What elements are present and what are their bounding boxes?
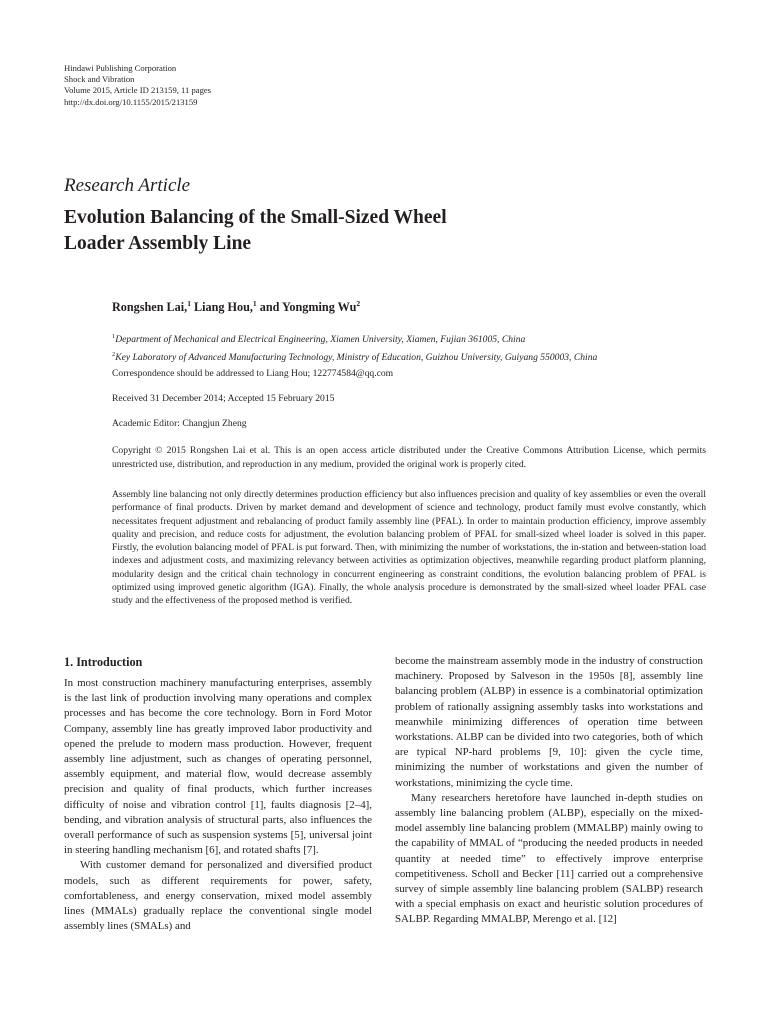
body-column-left — [64, 654, 372, 934]
author-2-affil: 1 — [252, 299, 257, 308]
paragraph: With customer demand for personalized and diversified product models, such as different requirements for power, safety, comfortableness, and energy conservation, mixed model assembly lines (MMALs) gradually replace the conventional single model assembly lines (SMALs) and — [64, 859, 372, 933]
author-2: Liang Hou, — [190, 300, 253, 315]
publication-info — [64, 63, 211, 108]
affiliation-1 — [112, 329, 597, 347]
author-1: Rongshen Lai, — [112, 300, 188, 315]
correspondence: Correspondence should be addressed to Liang Hou; 122774584@qq.com — [112, 368, 394, 379]
article-title — [64, 205, 684, 257]
publisher-name: Hindawi Publishing Corporation — [64, 63, 177, 73]
author-list — [112, 299, 360, 315]
academic-editor: Academic Editor: Changjun Zheng — [112, 418, 247, 429]
title-line-1: Evolution Balancing of the Small-Sized Wheel — [64, 207, 447, 228]
affiliations — [112, 329, 597, 365]
author-3: and Yongming Wu — [256, 300, 357, 315]
dates: Received 31 December 2014; Accepted 15 February 2015 — [112, 393, 335, 404]
copyright-notice: Copyright © 2015 Rongshen Lai et al. This is an open access article distributed under the Creative Commons Attribution License, which permits unrestricted use, distribution, and reproduction in any medium, provided the original work is properly cited. — [112, 445, 706, 470]
affiliation-2 — [112, 347, 597, 365]
title-line-2: Loader Assembly Line — [64, 233, 252, 254]
abstract: Assembly line balancing not only directly determines production efficiency but also influences precision and quality of key assemblies or even the overall performance of final products. Driven by market demand and development of science and technology, product family must evolve constantly, which necessitates frequent adjustment and rebalancing of product family assembly line (PFAL). In order to maintain production efficiency, improve assembly quality and precision, and reduce costs for adjustment, the evolution balancing problem of PFAL for small-sized wheel loader is solved in this paper. Firstly, the evolution balancing model of PFAL is put forward. Then, with minimizing the number of workstations, the in-station and between-station load indexes and adjustment costs, and maximizing relevancy between activities as optimization objectives, meanwhile regarding product platform planning, modularity design and the critical chain technology in concurrent engineering as constraint conditions, the evolution balancing problem of PFAL is optimized using improved genetic algorithm (IGA). Finally, the whole analysis procedure is demonstrated by the small-sized wheel loader PFAL case study and the effectiveness of the proposed method is verified. — [112, 489, 706, 607]
author-1-affil: 1 — [187, 299, 191, 308]
body-column-right — [395, 654, 703, 928]
author-3-affil: 2 — [356, 299, 361, 308]
paragraph: Many researchers heretofore have launched in-depth studies on assembly line balancing problem (ALBP), especially on the mixed-model assembly line balancing problem (MMALBP) mainly owing to the capability of MMAL of “producing the needed products in needed quantity at needed time” to effectively improve enterprise competitiveness. Scholl and Becker [11] carried out a comprehensive survey of simple assembly line balancing problem (SALBP) research with a special emphasis on exact and heuristic solution procedures of SALBP. Regarding MMALBP, Merengo et al. [12] — [395, 791, 703, 926]
volume-info: Volume 2015, Article ID 213159, 11 pages — [64, 85, 212, 96]
journal-name: Shock and Vibration — [64, 74, 135, 85]
section-heading: 1. Introduction — [64, 655, 143, 669]
affiliation-2-mark: 2 — [112, 351, 116, 359]
doi-link[interactable]: http://dx.doi.org/10.1155/2015/213159 — [64, 96, 198, 107]
paragraph: become the mainstream assembly mode in the industry of construction machinery. Proposed by Salveson in the 1950s [8], assembly line balancing problem (ALBP) in essence is a combinatorial optimization problem of rationally assigning assembly tasks into workstations and meanwhile minimizing differences of operation time between workstations. ALBP can be divided into two categories, both of which are typical NP-hard problems [9, 10]: given the cycle time, minimizing the number of workstations and given the number of workstations, minimizing the cycle time. — [395, 655, 703, 789]
affiliation-1-text: Department of Mechanical and Electrical Engineering, Xiamen University, Xiamen, Fujian 361005, China — [115, 334, 526, 346]
affiliation-1-mark: 1 — [112, 333, 116, 340]
article-type: Research Article — [64, 175, 191, 196]
paragraph: In most construction machinery manufacturing enterprises, assembly is the last link of production involving many operations and complex processes and has become the core technology. Born in Ford Motor Company, assembly line has greatly improved labor productivity and opened the prelude to modern mass production. However, frequent assembly line adjustment, such as changes of operating personnel, assembly equipment, and material flow, would decrease assembly precision and quality of final products, which further increases difficulty of noise and vibration control [1], faults diagnosis [2–4], bending, and vibration analysis of structural parts, also influences the overall performance of such as suspension systems [5], universal joint in steering handling mechanism [6], and rotated shafts [7]. — [64, 677, 372, 857]
affiliation-2-text: Key Laboratory of Advanced Manufacturing Technology, Ministry of Education, Guizhou University, Guiyang 550003, China — [115, 352, 598, 364]
